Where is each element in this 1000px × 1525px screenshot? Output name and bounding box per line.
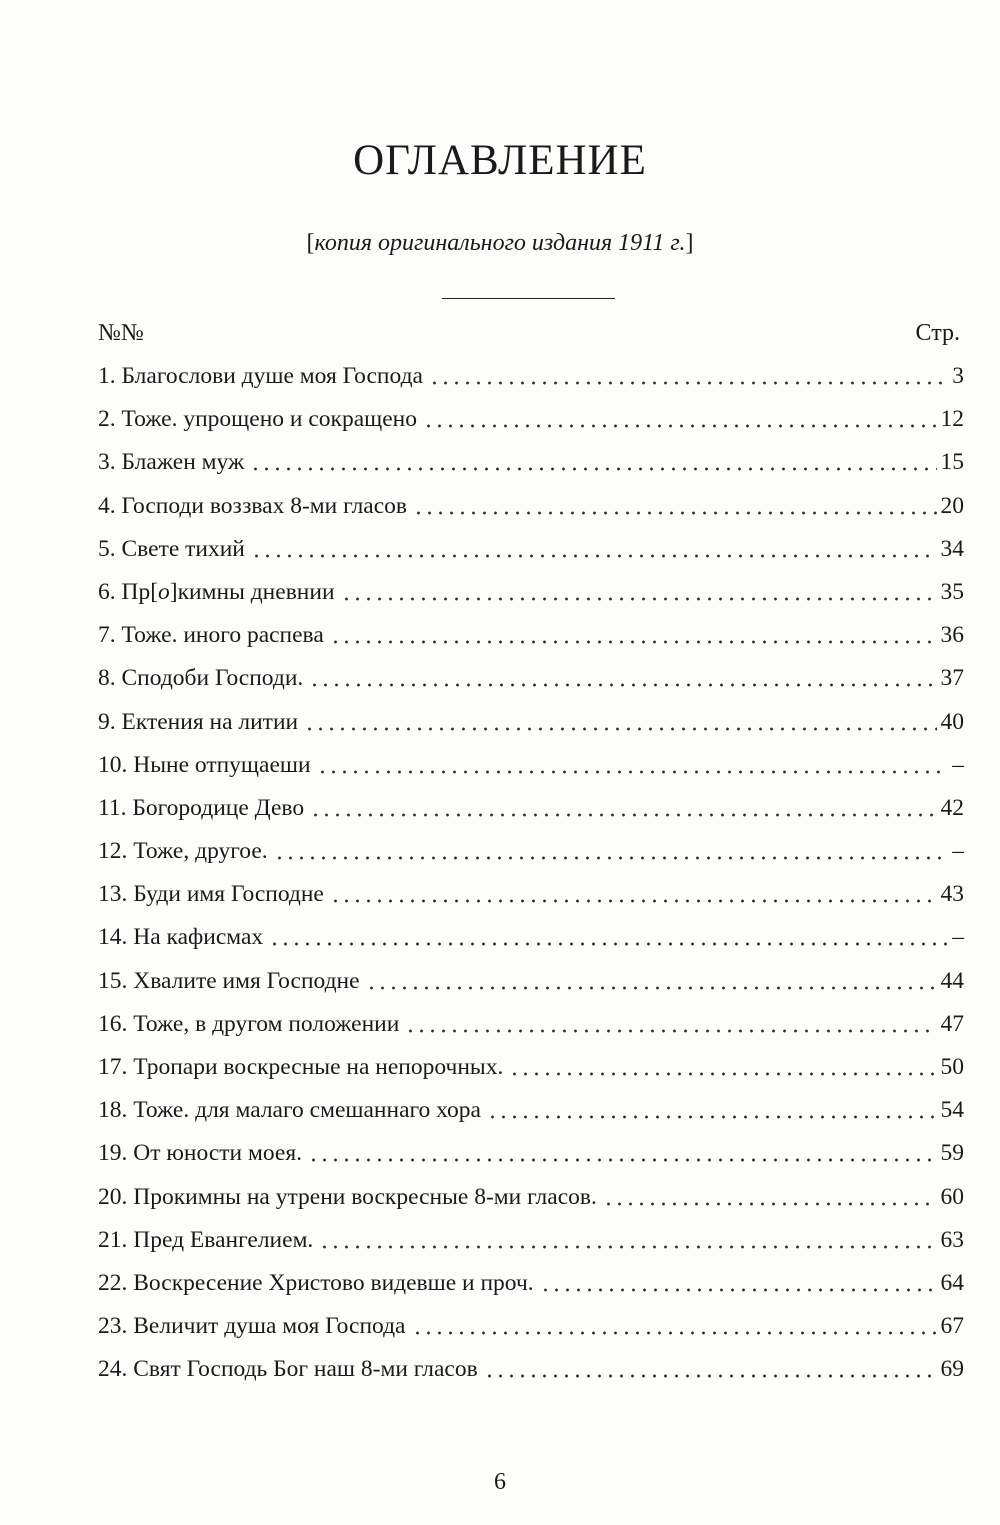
toc-entry: [98, 1138, 964, 1181]
dot-leader: [540, 1271, 937, 1293]
toc-entry-title: 17. Тропари воскресные на непорочных.: [98, 1054, 504, 1080]
toc-entry-title: 15. Хвалите имя Господне: [98, 967, 360, 994]
dot-leader: [251, 537, 937, 559]
toc-entry-title: 10. Ныне отпущаеши: [98, 751, 311, 778]
toc-entry-page: 36: [940, 622, 964, 649]
toc-entry-title: 13. Буди имя Господне: [98, 881, 324, 908]
toc-entry-page: 35: [940, 578, 964, 605]
toc-entry: [98, 1311, 964, 1354]
toc-entry-page: 64: [940, 1269, 964, 1296]
toc-entry-page: 42: [940, 794, 964, 821]
dot-leader: [309, 666, 936, 688]
toc-entry: [98, 750, 964, 793]
toc-entry-title: 5. Свете тихий: [98, 535, 245, 562]
toc-entry: [98, 491, 964, 534]
dot-leader: [317, 753, 949, 775]
toc-entry: [98, 922, 964, 965]
page-column-heading: Стр.: [915, 320, 960, 346]
edition-note: [0, 226, 1000, 260]
dot-leader: [412, 1314, 937, 1336]
open-bracket: [: [306, 230, 315, 256]
edition-note-text: копия оригинального издания 1911 г.: [314, 230, 686, 256]
dot-leader: [310, 796, 936, 818]
toc-entry-title: 14. На кафисмах: [98, 924, 264, 951]
toc-entry-title: 4. Господи воззвах 8-ми гласов: [98, 492, 407, 519]
dot-leader: [330, 623, 937, 645]
toc-entry-page: 67: [940, 1313, 964, 1340]
toc-entry-title: 12. Тоже, другое.: [98, 838, 268, 865]
dot-leader: [509, 1055, 936, 1077]
toc-entry-title: 18. Тоже. для малаго смешаннаго хора: [98, 1097, 481, 1124]
toc-entry-title: [98, 577, 335, 607]
toc-entry-page: –: [952, 924, 964, 951]
dot-leader: [304, 710, 936, 732]
toc-entry-page: 50: [940, 1054, 964, 1080]
toc-entry-title: 11. Богородице Дево: [98, 794, 305, 821]
toc-entry-page: 63: [940, 1226, 964, 1253]
toc-entry-page: 54: [940, 1097, 964, 1124]
toc-entry-title: 24. Свят Господь Бог наш 8-ми гласов: [98, 1356, 478, 1383]
toc-entry-page: 60: [940, 1183, 964, 1210]
toc-entry-title: 3. Блажен муж: [98, 449, 245, 476]
table-of-contents: [98, 361, 964, 1398]
toc-entry: [98, 1009, 964, 1052]
toc-entry-title: 20. Прокимны на утрени воскресные 8-ми гласов.: [98, 1183, 597, 1210]
dot-leader: [250, 450, 936, 472]
toc-entry: [98, 1052, 964, 1095]
toc-entry-title: 9. Ектения на литии: [98, 708, 299, 735]
dot-leader: [429, 364, 948, 386]
toc-entry-title: 7. Тоже. иного распева: [98, 622, 324, 649]
dot-leader: [330, 882, 937, 904]
toc-entry-page: 3: [952, 363, 964, 389]
toc-entry: [98, 879, 964, 922]
toc-entry: [98, 1182, 964, 1225]
toc-entry-title: 22. Воскресение Христово видевше и проч.: [98, 1269, 534, 1296]
toc-entry-page: 47: [940, 1010, 964, 1037]
toc-entry-page: –: [952, 838, 964, 865]
dot-leader: [366, 969, 937, 991]
toc-entry: [98, 361, 964, 404]
close-bracket: ]: [685, 230, 694, 256]
toc-entry: [98, 1354, 964, 1397]
dot-leader: [423, 407, 937, 429]
toc-entry: [98, 404, 964, 447]
dot-leader: [269, 925, 948, 947]
toc-entry-page: 34: [940, 535, 964, 562]
dot-leader: [405, 1012, 936, 1034]
toc-entry-title-italic: о: [158, 578, 170, 605]
page-number: 6: [494, 1469, 506, 1495]
toc-entry-page: –: [952, 751, 964, 778]
toc-entry: [98, 534, 964, 577]
dot-leader: [274, 839, 949, 861]
dot-leader: [603, 1185, 937, 1207]
dot-leader: [319, 1228, 936, 1250]
toc-entry-title: 23. Величит душа моя Господа: [98, 1313, 406, 1340]
toc-entry-title: 1. Благослови душе моя Господа: [98, 363, 423, 389]
toc-entry-page: 59: [940, 1140, 964, 1167]
toc-entry-page: 40: [940, 708, 964, 735]
toc-entry-title: 19. От юности моея.: [98, 1140, 303, 1167]
toc-header: [98, 316, 960, 350]
toc-entry-page: 37: [940, 665, 964, 692]
dot-leader: [487, 1098, 937, 1120]
toc-entry: [98, 966, 964, 1009]
dot-leader: [484, 1357, 937, 1379]
toc-entry-title: 16. Тоже, в другом положении: [98, 1010, 400, 1037]
toc-entry: [98, 836, 964, 879]
toc-entry-title-part: 6. Пр[: [98, 578, 159, 605]
toc-entry-title: 21. Пред Евангелием.: [98, 1226, 314, 1253]
toc-entry: [98, 577, 964, 620]
toc-entry: [98, 663, 964, 706]
toc-entry: [98, 707, 964, 750]
number-column-heading: №№: [98, 320, 144, 346]
toc-entry-title-part: ]кимны дневнии: [169, 578, 335, 605]
divider-rule: [442, 298, 615, 299]
toc-entry: [98, 1225, 964, 1268]
toc-entry-page: 43: [940, 881, 964, 908]
page-title: ОГЛАВЛЕНИЕ: [353, 137, 647, 184]
toc-entry: [98, 1095, 964, 1138]
toc-entry: [98, 793, 964, 836]
dot-leader: [341, 580, 937, 602]
dot-leader: [413, 494, 937, 516]
toc-entry-title: 8. Сподоби Господи.: [98, 665, 304, 692]
toc-entry-page: 12: [940, 406, 964, 433]
toc-entry-page: 15: [940, 449, 964, 476]
toc-entry: [98, 620, 964, 663]
toc-entry: [98, 1268, 964, 1311]
toc-entry-page: 44: [940, 967, 964, 994]
toc-entry-page: 69: [940, 1356, 964, 1383]
toc-entry-page: 20: [940, 492, 964, 519]
toc-entry-title: 2. Тоже. упрощено и сокращено: [98, 406, 417, 433]
toc-entry: [98, 447, 964, 490]
dot-leader: [308, 1141, 936, 1163]
